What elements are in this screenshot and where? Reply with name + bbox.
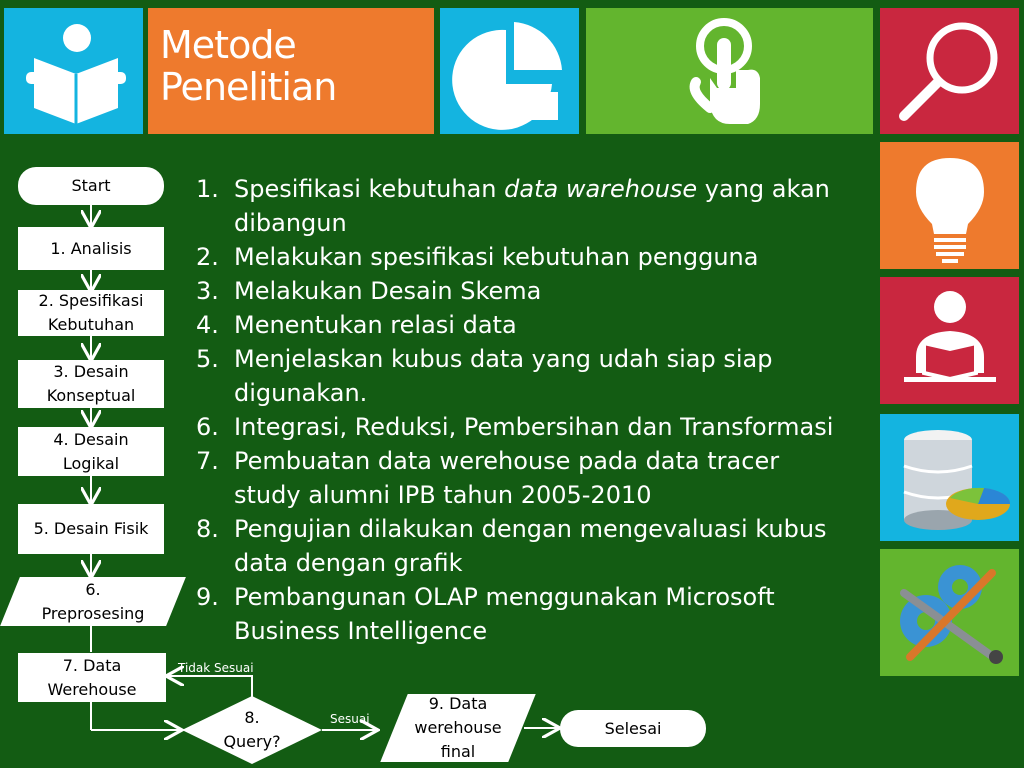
tile-pie-chart (440, 8, 579, 134)
tile-database (880, 414, 1019, 541)
step-item (192, 580, 852, 648)
step-item (192, 274, 852, 308)
step-desain-logikal (18, 427, 164, 476)
step-preprosesing (10, 577, 176, 626)
step-item (192, 512, 852, 580)
step-item (192, 308, 852, 342)
step-number: 7. (196, 447, 219, 475)
query-decision-text (212, 706, 292, 754)
tile-search (880, 8, 1019, 134)
spesifikasi-line-2: Kebutuhan (47, 315, 135, 334)
touch-hand-icon (586, 8, 873, 134)
step-item (192, 342, 852, 410)
methodology-steps-list (192, 172, 852, 648)
step-item (192, 444, 852, 512)
konseptual-line-1: 3. Desain (53, 362, 129, 381)
tools-gears-icon (880, 549, 1019, 676)
step-text: Menjelaskan kubus data yang udah siap siap digunakan. (234, 345, 773, 407)
tile-tools (880, 549, 1019, 676)
logikal-line-1: 4. Desain (53, 429, 129, 449)
step-number: 3. (196, 277, 219, 305)
step-text: Melakukan Desain Skema (234, 277, 542, 305)
start-node: Start (18, 167, 164, 205)
step-number: 1. (196, 175, 219, 203)
step-data-werehouse-final (394, 694, 522, 762)
step-text: Menentukan relasi data (234, 311, 517, 339)
step-number: 6. (196, 413, 219, 441)
werehouse-line-1: 7. Data (62, 655, 122, 675)
preprosesing-text (10, 577, 176, 626)
pie-chart-icon (440, 8, 579, 134)
query-line-1: 8. (244, 708, 260, 727)
spesifikasi-line-1: 2. Spesifikasi (38, 291, 144, 310)
tile-touch (586, 8, 873, 134)
title-line-2: Penelitian (160, 65, 337, 109)
label-sesuai: Sesuai (330, 712, 370, 726)
werehouse-line-2: Werehouse (47, 679, 137, 699)
label-tidak-sesuai: Tidak Sesuai (178, 661, 254, 675)
step-text-emphasis: data warehouse (504, 175, 698, 203)
step-text: Pengujian dilakukan dengan mengevaluasi kubus data dengan grafik (234, 515, 827, 577)
tile-title (148, 8, 434, 134)
logikal-line-2: Logikal (62, 453, 120, 473)
step-analisis: 1. Analisis (18, 227, 164, 270)
step-text: Integrasi, Reduksi, Pembersihan dan Transformasi (234, 413, 834, 441)
step-item (192, 172, 852, 240)
step-data-werehouse (18, 653, 166, 702)
final-line-2: werehouse (414, 718, 502, 737)
final-line-3: final (440, 742, 476, 761)
step-text: Spesifikasi kebutuhan (234, 175, 505, 203)
step-text: Pembuatan data werehouse pada data tracer study alumni IPB tahun 2005-2010 (234, 447, 780, 509)
step-number: 8. (196, 515, 219, 543)
final-text (394, 694, 522, 762)
konseptual-line-2: Konseptual (46, 386, 136, 405)
tile-reader (880, 277, 1019, 404)
tile-idea (880, 142, 1019, 269)
step-number: 9. (196, 583, 219, 611)
database-chart-icon (880, 414, 1019, 541)
end-node: Selesai (560, 710, 706, 747)
step-desain-konseptual (18, 360, 164, 408)
step-number: 5. (196, 345, 219, 373)
title-line-1: Metode (160, 23, 296, 67)
step-text: Pembangunan OLAP menggunakan Microsoft Business Intelligence (234, 583, 775, 645)
step-text: Melakukan spesifikasi kebutuhan pengguna (234, 243, 759, 271)
query-line-2: Query? (223, 732, 281, 751)
step-text-tail: yang akan dibangun (234, 175, 830, 237)
reading-person-icon (880, 277, 1019, 404)
step-number: 2. (196, 243, 219, 271)
reading-book-icon (4, 8, 143, 134)
step-item (192, 240, 852, 274)
magnifier-icon (880, 8, 1019, 134)
step-spesifikasi (18, 290, 164, 336)
final-line-1: 9. Data (428, 694, 488, 713)
step-desain-fisik: 5. Desain Fisik (18, 504, 164, 554)
step-item (192, 410, 852, 444)
light-bulb-icon (880, 142, 1019, 269)
preprosesing-line-1: 6. (85, 579, 101, 599)
page-title (160, 24, 336, 108)
tile-reading (4, 8, 143, 134)
preprosesing-line-2: Preprosesing (41, 603, 145, 623)
step-number: 4. (196, 311, 219, 339)
